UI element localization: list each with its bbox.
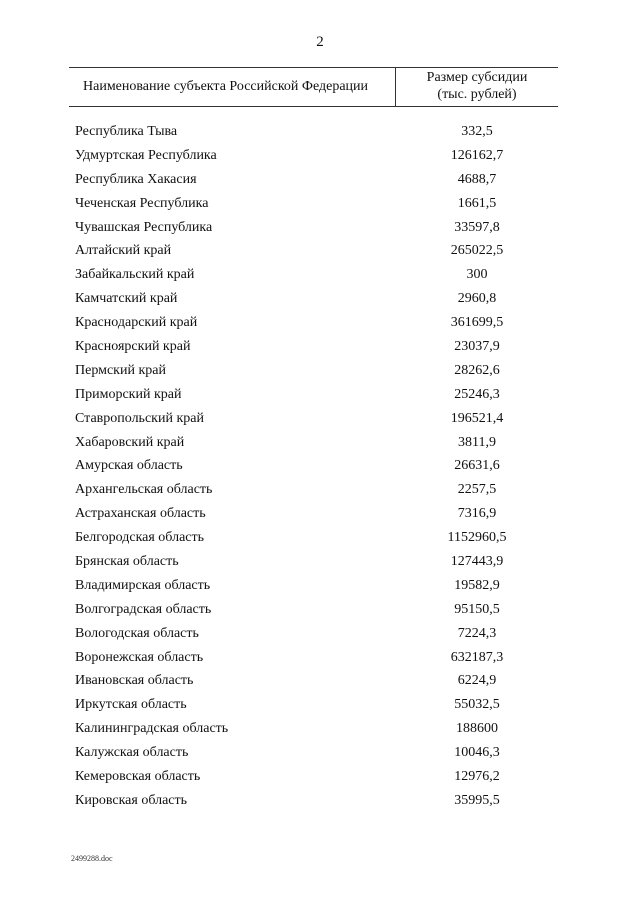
subsidy-amount: 6224,9: [457, 673, 497, 689]
region-name: Чувашская Республика: [75, 219, 213, 235]
subsidy-amount: 332,5: [461, 124, 493, 139]
table-row: [0, 504, 640, 528]
table-row: [0, 671, 640, 695]
subsidy-amount: 26631,6: [454, 458, 500, 474]
region-name: Владимирская область: [75, 577, 211, 593]
subsidy-amount: 1661,5: [457, 195, 497, 211]
region-name: Кировская область: [75, 792, 188, 808]
table-row: [0, 600, 640, 624]
table-row: [0, 767, 640, 791]
region-name: Калужская область: [75, 745, 189, 761]
header-region-name: Наименование субъекта Российской Федерации: [83, 79, 369, 94]
table-row: [0, 695, 640, 719]
region-name: Белгородская область: [75, 530, 205, 546]
subsidy-amount: 10046,3: [454, 745, 500, 761]
table-row: [0, 361, 640, 385]
table-row: [0, 385, 640, 409]
table-row: [0, 337, 640, 361]
region-name: Архангельская область: [75, 482, 213, 498]
subsidy-amount: 28262,6: [454, 362, 500, 378]
subsidy-amount: 632187,3: [450, 649, 504, 665]
table-row: [0, 170, 640, 194]
table-header: [69, 67, 558, 107]
table-row: [0, 576, 640, 600]
subsidy-amount: 55032,5: [454, 697, 500, 713]
subsidy-amount: 4688,7: [457, 171, 497, 187]
subsidy-amount: 23037,9: [454, 339, 500, 355]
table-row: [0, 552, 640, 576]
table-row: [0, 433, 640, 457]
table-row: [0, 719, 640, 743]
region-name: Иркутская область: [75, 697, 187, 713]
table-row: [0, 146, 640, 170]
region-name: Вологодская область: [75, 625, 199, 641]
document-code: 2499288.doc: [71, 854, 113, 863]
subsidy-amount: 126162,7: [450, 147, 504, 163]
header-subsidy-amount: [396, 69, 558, 103]
region-name: Воронежская область: [75, 649, 204, 665]
subsidy-amount: 3811,9: [458, 434, 496, 450]
region-name: Брянская область: [75, 554, 179, 570]
table-row: [0, 122, 640, 146]
subsidy-amount: 2960,8: [457, 291, 497, 307]
region-name: Амурская область: [75, 458, 183, 474]
subsidy-amount: 33597,8: [454, 219, 500, 235]
region-name: Пермский край: [75, 362, 166, 378]
table-row: [0, 409, 640, 433]
table-row: [0, 648, 640, 672]
table-row: [0, 241, 640, 265]
subsidy-amount: 7224,3: [457, 625, 497, 641]
subsidy-amount: 1152960,5: [447, 530, 507, 546]
region-name: Хабаровский край: [75, 434, 185, 450]
subsidy-amount: 2257,5: [457, 482, 497, 498]
subsidy-amount: 95150,5: [454, 601, 500, 617]
subsidy-amount: 188600: [456, 721, 498, 737]
region-name: Республика Тыва: [75, 124, 178, 139]
table-row: [0, 528, 640, 552]
region-name: Волгоградская область: [75, 601, 212, 617]
region-name: Астраханская область: [75, 506, 206, 522]
subsidy-amount: 19582,9: [454, 577, 500, 593]
region-name: Ставропольский край: [75, 410, 204, 426]
table-row: [0, 194, 640, 218]
subsidy-amount: 12976,2: [454, 769, 500, 785]
subsidy-amount: 196521,4: [450, 410, 504, 426]
table-row: [0, 791, 640, 815]
table-row: [0, 624, 640, 648]
region-name: Ивановская область: [75, 673, 194, 689]
table-row: [0, 218, 640, 242]
subsidy-amount: 300: [466, 267, 488, 283]
table-row: [0, 289, 640, 313]
subsidy-amount: 7316,9: [457, 506, 497, 522]
subsidy-amount: 35995,5: [454, 792, 500, 808]
region-name: Краснодарский край: [75, 315, 198, 331]
region-name: Чеченская Республика: [75, 195, 209, 211]
page-number: 2: [316, 34, 324, 50]
region-name: Калининградская область: [75, 721, 229, 737]
region-name: Республика Хакасия: [75, 171, 197, 187]
region-name: Красноярский край: [75, 339, 191, 355]
subsidy-amount: 25246,3: [454, 386, 500, 402]
region-name: Кемеровская область: [75, 769, 201, 785]
region-name: Приморский край: [75, 386, 182, 402]
subsidy-amount: 127443,9: [450, 554, 504, 570]
region-name: Удмуртская Республика: [75, 147, 217, 163]
table-row: [0, 313, 640, 337]
header-subsidy-amount-line1: Размер субсидии: [426, 70, 528, 85]
region-name: Алтайский край: [75, 243, 172, 259]
table-body: [0, 122, 640, 815]
table-row: [0, 456, 640, 480]
table-row: [0, 265, 640, 289]
subsidy-amount: 361699,5: [450, 315, 504, 331]
region-name: Камчатский край: [75, 291, 178, 307]
table-row: [0, 480, 640, 504]
region-name: Забайкальский край: [75, 267, 195, 283]
table-row: [0, 743, 640, 767]
subsidy-amount: 265022,5: [450, 243, 504, 259]
header-subsidy-amount-line2: (тыс. рублей): [437, 87, 517, 102]
